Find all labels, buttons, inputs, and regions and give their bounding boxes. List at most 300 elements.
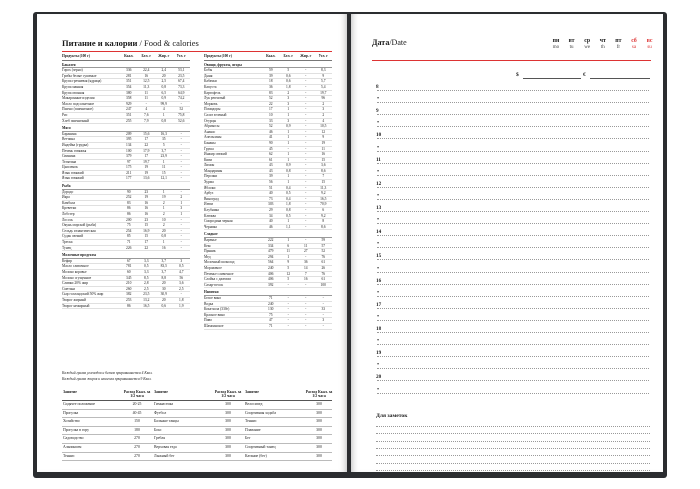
half-hour-marker: • [377,289,380,296]
food-value: - [180,154,182,159]
food-value: 1 [180,212,183,217]
food-value: 17 [268,107,273,112]
food-name: Молочный шоколад [204,260,235,265]
activity-name: Футбол [154,410,167,415]
food-value: 35 [161,137,166,142]
food-value: 0,4 [286,196,291,201]
food-value: - [322,323,324,328]
weekday-we[interactable]: ср [584,38,591,44]
activity-row [62,418,332,427]
schedule-line[interactable] [377,393,649,394]
note-line: Каждый грамм углеводов и белков приравнивается 4 Ккал. [62,371,153,375]
food-name: Масло сливочное [62,264,89,269]
category-heading: Бакалея [62,63,190,69]
schedule-line[interactable] [377,235,649,236]
food-name: Виноград [204,196,219,201]
title-en: / Food & calories [137,38,199,48]
food-value: 19 [144,195,149,200]
food-value: 47 [268,318,273,323]
food-name: Камбала [62,200,76,205]
food-value: 83 [126,200,131,205]
food-value: - [305,96,307,101]
food-value: 211 [126,170,132,175]
schedule-line[interactable] [377,380,649,381]
schedule-line[interactable] [377,199,649,200]
activity-kcal: 300 [225,427,231,432]
food-value: - [180,228,182,233]
food-value: 33 [268,118,273,123]
food-value: 1 [180,200,183,205]
schedule-line[interactable] [377,163,649,164]
food-value: 0,8 [161,234,166,239]
food-value: 479 [268,249,274,254]
food-value: 0,5 [179,264,184,269]
food-value: 9,2 [321,213,326,218]
schedule-line[interactable] [377,356,649,357]
date-rule [372,60,651,61]
food-value: 1 [287,157,290,162]
date-label-en: /Date [389,38,407,47]
food-value: - [305,202,307,207]
food-value: 210 [126,281,132,286]
food-value: 1 [287,107,290,112]
food-value: 61 [321,277,326,282]
half-hour-marker: • [377,120,380,127]
food-value: 36 [268,84,273,89]
food-value: 0,4 [286,185,291,190]
food-value: - [305,163,307,168]
weekday-fr[interactable]: пт [615,38,622,44]
food-value: 19,7 [320,90,327,95]
food-value: - [305,307,307,312]
weekday-en-label: we [584,45,591,50]
food-value: - [305,68,307,73]
food-value: 12 [321,129,326,134]
activity-kcal: 300 [316,410,322,415]
food-value: 3,7 [161,269,166,274]
food-value: 2 [180,195,183,200]
food-value: 51 [268,185,273,190]
food-value: 2,5 [161,79,166,84]
food-value: 7 [322,174,325,179]
hour-label: 17 [376,301,382,308]
food-name: Капуста [204,84,217,89]
food-name: Абрикосы [204,124,220,129]
food-value: 11 [304,243,308,248]
category-heading: Овощи, фрукты, ягоды [204,63,332,69]
currency-eur-label: € [583,72,586,78]
food-value: 11 [286,249,290,254]
food-value: - [287,323,289,328]
food-name: Треска [62,240,73,244]
notes-line[interactable] [376,433,650,434]
schedule-line[interactable] [377,308,649,309]
food-value: - [287,282,289,287]
food-value: 19 [161,195,166,200]
schedule-line[interactable] [377,114,649,115]
food-value: - [305,107,307,112]
food-value: - [180,165,182,170]
food-value: 7,9 [144,118,149,123]
food-value: - [180,217,182,222]
food-value: 74,2 [178,96,185,101]
food-value: - [322,312,324,317]
food-name: Морковь [204,101,218,106]
food-value: - [180,176,182,181]
activity-name: Прогулка [63,410,79,415]
food-value: 4,7 [179,269,184,274]
schedule-line[interactable] [377,344,649,345]
food-value: 20 [161,73,166,78]
food-name: Пряник [204,249,216,254]
schedule-line[interactable] [377,211,649,212]
schedule-line[interactable] [377,102,649,103]
food-value: 62 [268,152,273,157]
notes-line[interactable] [376,463,650,464]
activity-kcal: 300 [225,410,231,415]
food-name: Макаронные изделия [62,96,95,101]
food-name: Судак свежий [62,234,84,239]
activity-name: Теннис [245,419,257,424]
schedule-line[interactable] [377,138,649,139]
food-value: 1 [162,112,165,117]
note-line: Каждый грамм жиров и алкоголя приравнивается 9 Ккал. [62,377,152,381]
hour-label: 12 [376,180,382,187]
food-value: - [180,223,182,228]
food-value: 10 [161,217,166,222]
food-value: 90 [126,189,131,194]
food-value: 1 [287,219,290,224]
activity-table [62,390,332,461]
food-value: 0,5 [286,191,291,196]
food-name: Дыня [204,73,213,78]
category-heading: Сладкое [204,232,332,238]
food-value: 8 [322,219,325,224]
food-value: 16 [144,206,149,211]
food-name: Груша [204,146,214,151]
food-value: - [305,124,307,129]
column-header: Ккал. [124,54,134,58]
notes-line[interactable] [376,470,650,471]
food-value: - [180,131,182,136]
food-value: 20 [161,297,166,302]
table-row [62,246,190,252]
activity-kcal: 270 [134,453,140,458]
food-value: 9 [322,73,325,78]
schedule-line[interactable] [377,223,649,224]
column-header: Жир. г [158,54,170,58]
weekday-mo[interactable]: пн [552,38,560,44]
food-value: 19,7 [143,159,150,164]
food-value: 23,5 [143,292,150,297]
food-value: 2 [287,90,290,95]
food-value: 4 [162,107,165,112]
activity-column-header: Занятие [63,390,77,394]
food-value: - [305,112,307,117]
food-value: 406 [268,271,274,276]
notes-line[interactable] [376,455,650,456]
table-row [204,283,332,289]
food-value: 30,9 [160,292,167,297]
activity-row [62,401,332,410]
food-value: 16 [303,277,308,282]
table-row [62,176,190,182]
food-value: 247 [126,107,132,112]
food-value: 22,4 [143,68,150,73]
food-value: 1,1 [286,224,291,229]
weekday-sa[interactable]: сб [631,38,637,44]
schedule-line[interactable] [377,368,649,369]
food-name: Кока-кола (330г) [204,307,230,312]
food-value: 22 [268,101,273,106]
activity-header [62,390,332,401]
food-value: 3 [180,206,183,211]
food-value: - [287,146,289,151]
food-value: 20 [161,281,166,286]
food-value: 34 [268,213,273,218]
schedule-line[interactable] [377,332,649,333]
food-value: 71 [268,323,273,328]
food-value: 0,6 [286,79,291,84]
food-value: - [305,196,307,201]
food-value: 3,6 [321,163,326,168]
date-field-label [372,38,407,47]
food-name: Сметана [62,286,75,291]
food-value: 71 [268,295,273,300]
food-value: 5 [287,277,290,282]
food-name: Окунь морской (рыба) [62,223,97,228]
food-value: 17,9 [143,148,150,153]
schedule-line[interactable] [377,187,649,188]
activity-kcal: 300 [225,453,231,458]
notes-line[interactable] [376,441,650,442]
title-rule [62,51,332,52]
food-value: 17 [144,240,149,244]
food-value: 16 [161,245,166,250]
food-name: Огурцы [204,118,217,123]
hour-label: 16 [376,277,382,284]
food-value: 40 [268,219,273,224]
schedule-line[interactable] [377,247,649,248]
food-value: 0,8 [161,118,166,123]
food-value: 12,5 [143,79,150,84]
food-name: Мед [204,254,211,259]
food-name: Телятина [62,159,77,164]
food-value: 1 [287,112,290,117]
schedule-line[interactable] [377,272,649,273]
food-name: Творог нежирный [62,303,90,308]
food-value: 3,3 [144,258,149,263]
food-name: Водка [204,301,214,306]
food-value: 52,6 [178,118,185,123]
food-value: - [180,240,182,244]
activity-column-header: Расход Ккал. за 1/2 часа [123,390,151,398]
food-value: 90 [268,140,273,145]
food-value: - [305,152,307,157]
food-value: 16,3 [160,131,167,136]
food-value: 334 [268,243,274,248]
food-name: Икра [62,195,70,200]
food-name: Лосось [62,217,73,222]
food-value: - [305,191,307,196]
activity-kcal: 300 [225,444,231,449]
food-name: Белое вино [204,295,222,300]
food-value: 382 [126,292,132,297]
food-name: Крупа овсяная [62,90,85,95]
food-value: - [305,282,307,287]
activity-name: Бег [245,436,251,441]
food-value: 2 [162,200,165,205]
food-value: - [305,301,307,306]
food-value: 40 [268,191,273,196]
activity-name: Гимнастика [154,402,174,406]
food-name: Клюква [204,213,216,218]
food-value: 8,5 [144,275,149,280]
food-value: 1 [287,152,290,157]
activity-kcal: 300 [225,436,231,441]
food-value: 6 [287,243,290,248]
schedule-line[interactable] [377,175,649,176]
food-value: 177 [126,176,132,181]
food-name: Помидоры [204,107,221,112]
food-name: Хурма [204,180,214,185]
food-name: Слойка с джемом [204,277,231,282]
food-value: 1 [287,135,290,140]
schedule-line[interactable] [377,320,649,321]
weekday-su[interactable]: вс [646,38,653,44]
schedule-line[interactable] [377,284,649,285]
food-name: Сливки 20% жир [62,281,89,286]
food-name: Печень говяжья [62,148,87,153]
food-value: 1 [162,159,165,164]
activity-kcal: 270 [134,436,140,441]
food-value: 222 [268,238,274,242]
food-value: 43 [268,168,273,173]
activity-kcal: 270 [134,444,140,449]
food-value: 75 [126,223,131,228]
food-value: 99,9 [160,101,167,106]
schedule-line[interactable] [377,90,649,91]
food-value: 260 [126,286,132,291]
food-value: 22 [144,245,149,250]
hour-label: 15 [376,253,382,260]
food-name: Шампанское [204,323,224,328]
food-value: 16 [144,212,149,217]
food-name: Варенье [204,238,217,242]
food-value: 226 [126,245,132,250]
food-value: 1 [162,206,165,211]
food-name: Персики [204,174,218,179]
food-value: - [305,101,307,106]
food-value: 358 [126,96,132,101]
food-value: 56 [268,180,273,185]
category-heading: Рыба [62,184,190,190]
hour-label: 19 [376,350,382,357]
weekday-th[interactable]: чт [599,38,606,44]
food-value: - [305,140,307,145]
half-hour-marker: • [377,313,380,320]
food-name: Пшено (пшеничное) [62,107,94,112]
food-value: 10,5 [320,124,327,129]
food-value: - [305,224,307,229]
half-hour-marker: • [377,338,380,345]
food-value: 3 [287,101,290,106]
food-name: Инжир свежий [204,152,227,157]
food-name: Баранина [62,131,77,136]
food-value: 209 [126,131,132,136]
food-value: - [180,245,182,250]
food-value: 5 [162,142,165,147]
food-value: 406 [268,277,274,282]
half-hour-marker: • [377,362,380,369]
food-name: Арбуз [204,191,214,196]
food-value: 8,6 [321,224,326,229]
food-value: 22 [144,142,149,147]
schedule-line[interactable] [377,151,649,152]
activity-kcal: 300 [316,402,322,406]
food-value: 17 [144,154,149,159]
activity-name: Бокс [154,427,162,432]
food-value: 36 [303,260,308,265]
column-header: Бел. г [283,54,293,58]
food-value: 0,5 [144,264,149,269]
food-value: - [305,79,307,84]
column-header: Ккал. [266,54,276,58]
food-name: Крупа гречневая (ядрица) [62,79,102,84]
food-value: 17 [144,137,149,142]
category-heading: Напитки [204,290,332,296]
hour-label: 8 [376,84,379,90]
food-value: 1,8 [286,84,291,89]
currency-eur-field[interactable] [590,78,650,79]
food-value: 11 [144,96,148,101]
hour-label: 11 [376,156,381,163]
hour-label: 18 [376,326,382,332]
activity-row [62,435,332,444]
food-value: 86 [126,303,131,308]
food-value: 45 [268,146,273,151]
activity-row [62,453,332,462]
food-value: 73 [268,196,273,201]
weekday-tu[interactable]: вт [568,38,575,44]
food-value: 15 [144,223,149,228]
table-row [62,304,190,310]
food-name: Лук репчатый [204,96,226,101]
food-value: 2 [322,112,325,117]
food-value: 5 [287,68,290,73]
schedule-line[interactable] [377,126,649,127]
schedule-line[interactable] [377,259,649,260]
food-value: 1 [287,254,290,259]
currency-usd-field[interactable] [523,78,581,79]
food-value: - [305,129,307,134]
activity-name: Альпинизм [63,444,82,449]
food-name: Бананы [204,140,216,145]
calorie-notes [62,370,332,382]
activity-name: Спортивная ходьба [245,410,277,415]
food-value: - [305,157,307,162]
food-value: - [322,295,324,300]
food-value: 46 [268,224,273,229]
food-value: 61 [268,157,273,162]
food-value: 86 [126,212,131,217]
food-value: 4 [145,107,148,112]
schedule-line[interactable] [377,296,649,297]
notes-line[interactable] [376,448,650,449]
food-value: 13,2 [143,297,150,302]
notes-line[interactable] [376,426,650,427]
food-name: Масло подсолнечное [62,101,95,106]
